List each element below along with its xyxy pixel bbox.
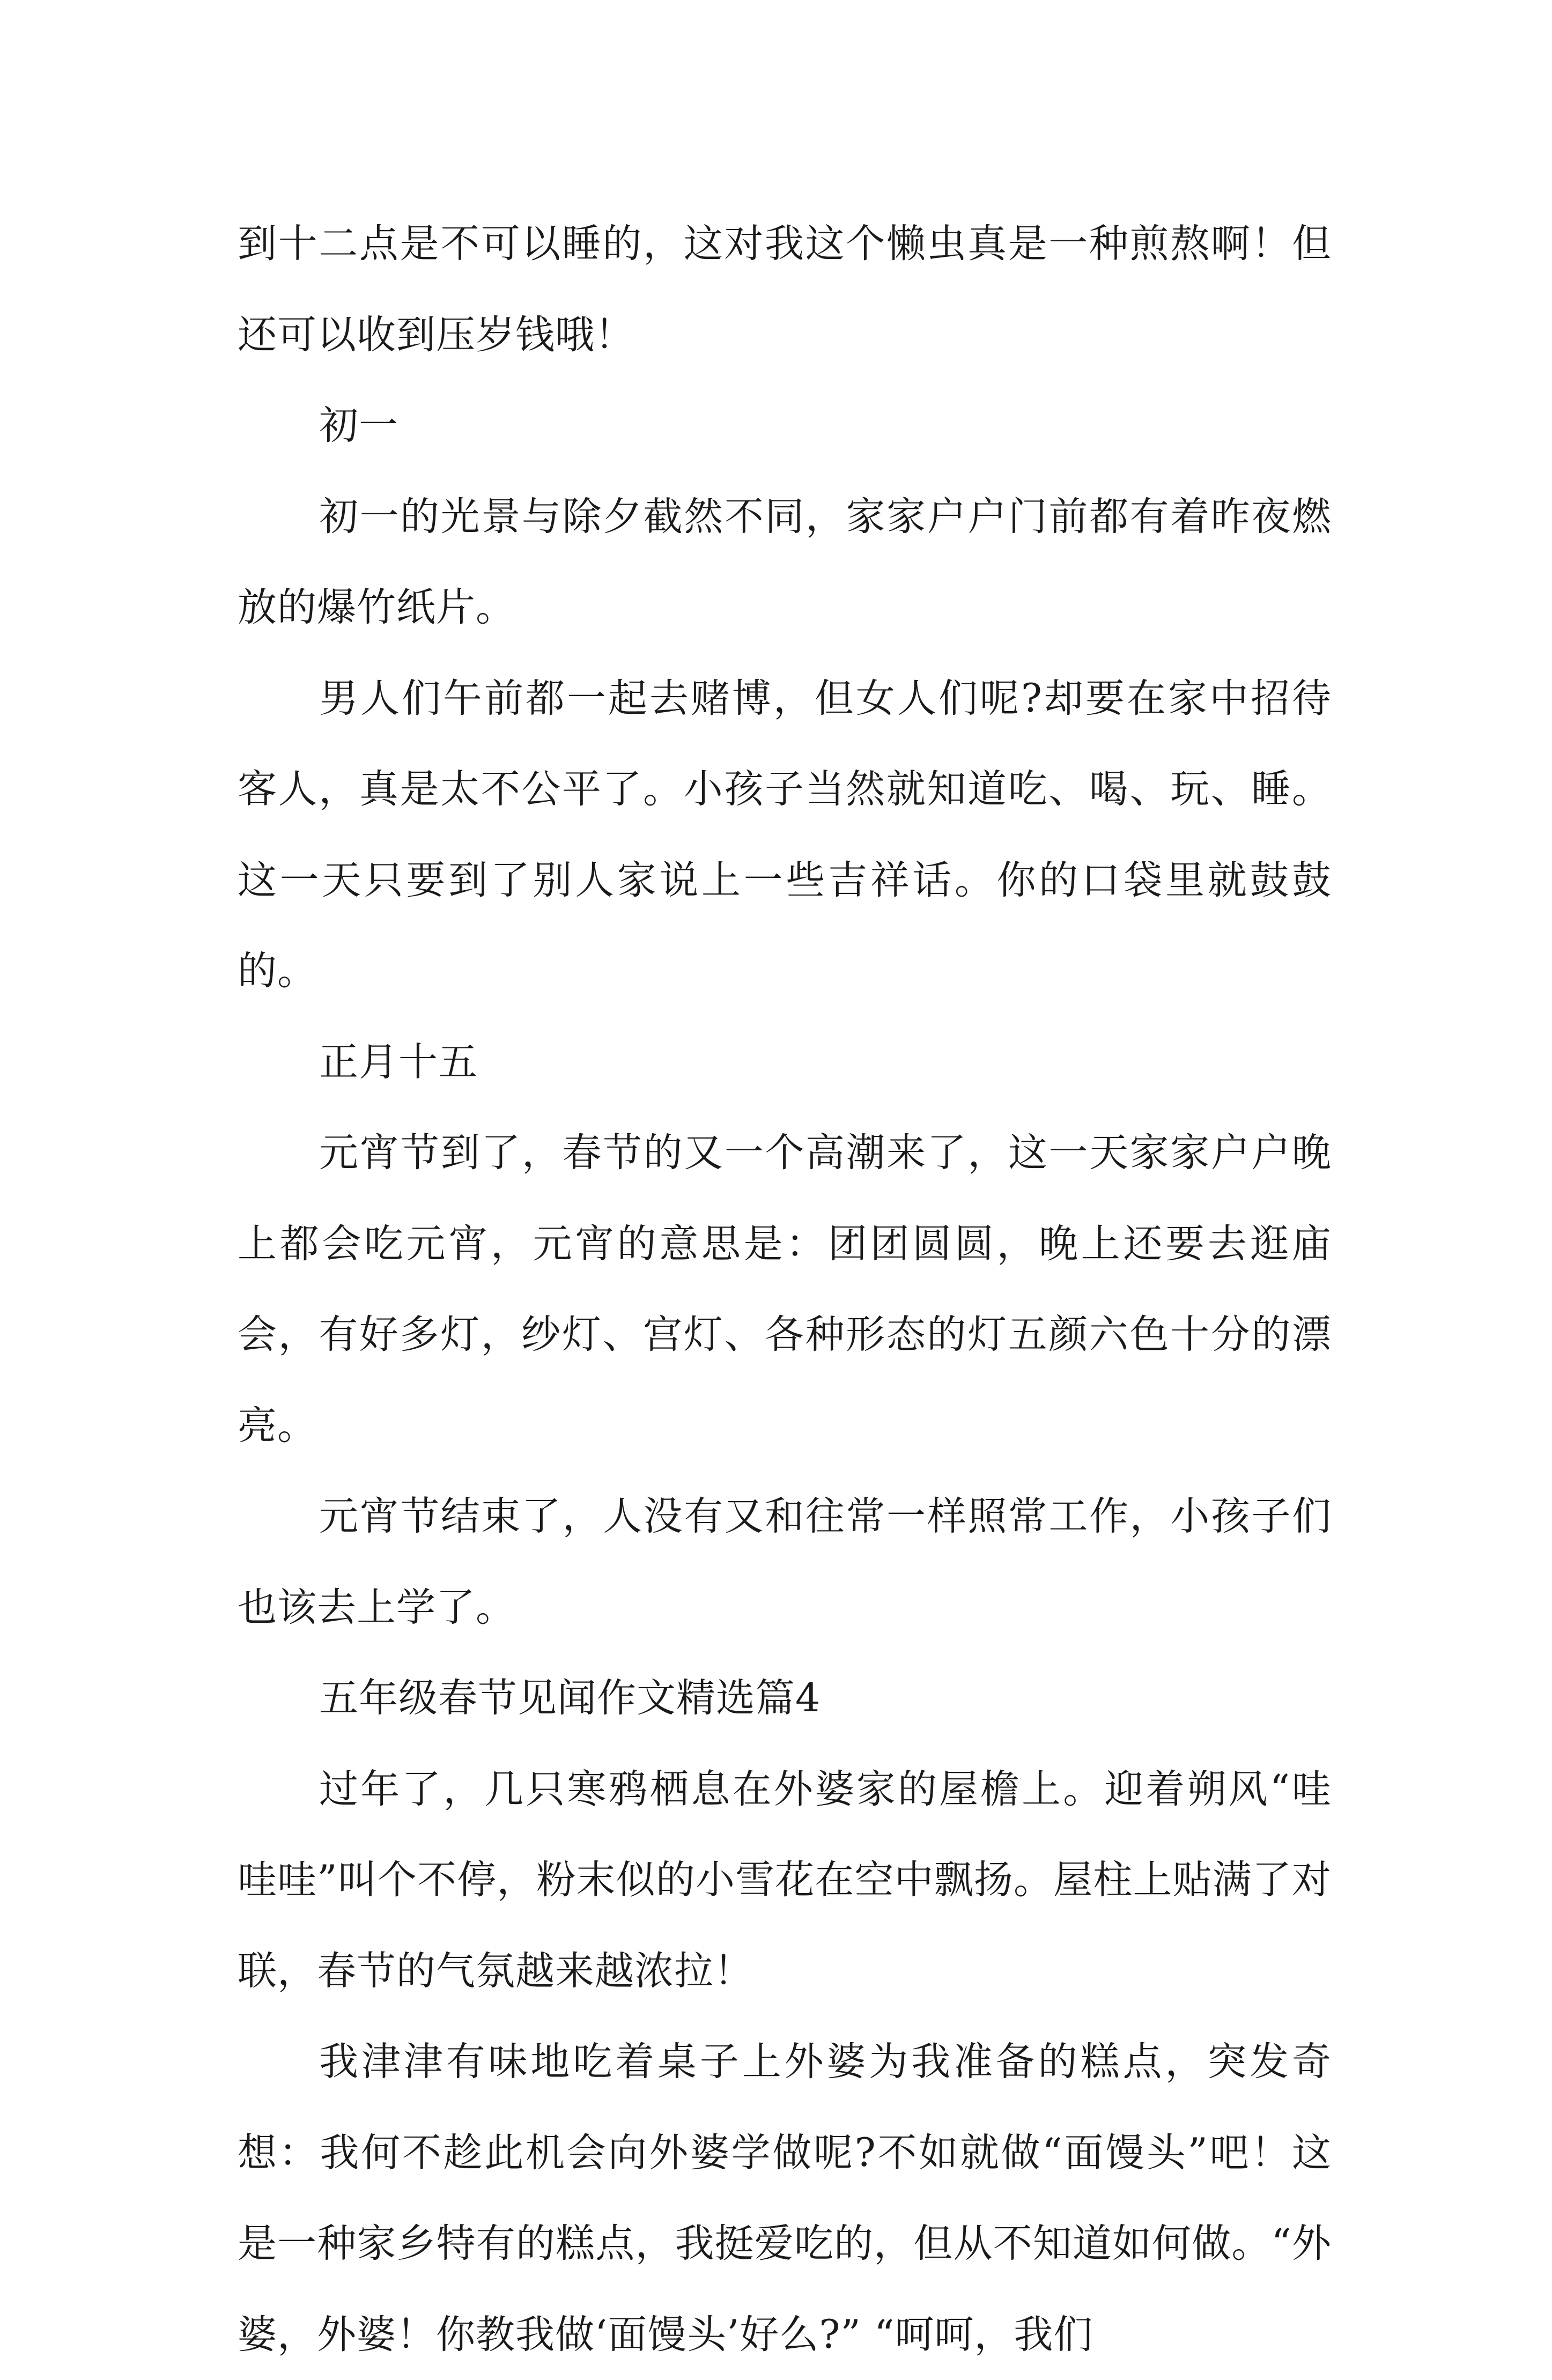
essay-title: 五年级春节见闻作文精选篇4 [319,1675,821,1721]
paragraph: 过年了，几只寒鸦栖息在外婆家的屋檐上。迎着朔风“哇哇哇”叫个不停，粉末似的小雪花在空中飘扬。屋柱上贴满了对联，春节的气氛越来越浓拉！ [238,1766,1332,1994]
section-heading-chuyi: 初一 [319,403,398,448]
section-heading-zhengyue: 正月十五 [319,1039,478,1085]
paragraph: 男人们午前都一起去赌博，但女人们呢?却要在家中招待客人，真是太不公平了。小孩子当然就知道吃、喝、玩、睡。这一天只要到了别人家说上一些吉祥话。你的口袋里就鼓鼓的。 [238,675,1332,994]
paragraph: 到十二点是不可以睡的，这对我这个懒虫真是一种煎熬啊！但还可以收到压岁钱哦！ [238,221,1332,358]
paragraph: 初一的光景与除夕截然不同，家家户户门前都有着昨夜燃放的爆竹纸片。 [238,493,1332,630]
paragraph: 我津津有味地吃着桌子上外婆为我准备的糕点，突发奇想：我何不趁此机会向外婆学做呢?不如就做“面馒头”吧！这是一种家乡特有的糕点，我挺爱吃的，但从不知道如何做。“外婆，外婆！你教我做‘面馒头’好么?” “呵呵，我们 [238,2039,1332,2357]
paragraph: 元宵节到了，春节的又一个高潮来了，这一天家家户户晚上都会吃元宵，元宵的意思是：团团圆圆，晚上还要去逛庙会，有好多灯，纱灯、宫灯、各种形态的灯五颜六色十分的漂亮。 [238,1130,1332,1448]
document-body [238,198,1332,2380]
paragraph: 元宵节结束了，人没有又和往常一样照常工作，小孩子们也该去上学了。 [238,1494,1332,1630]
